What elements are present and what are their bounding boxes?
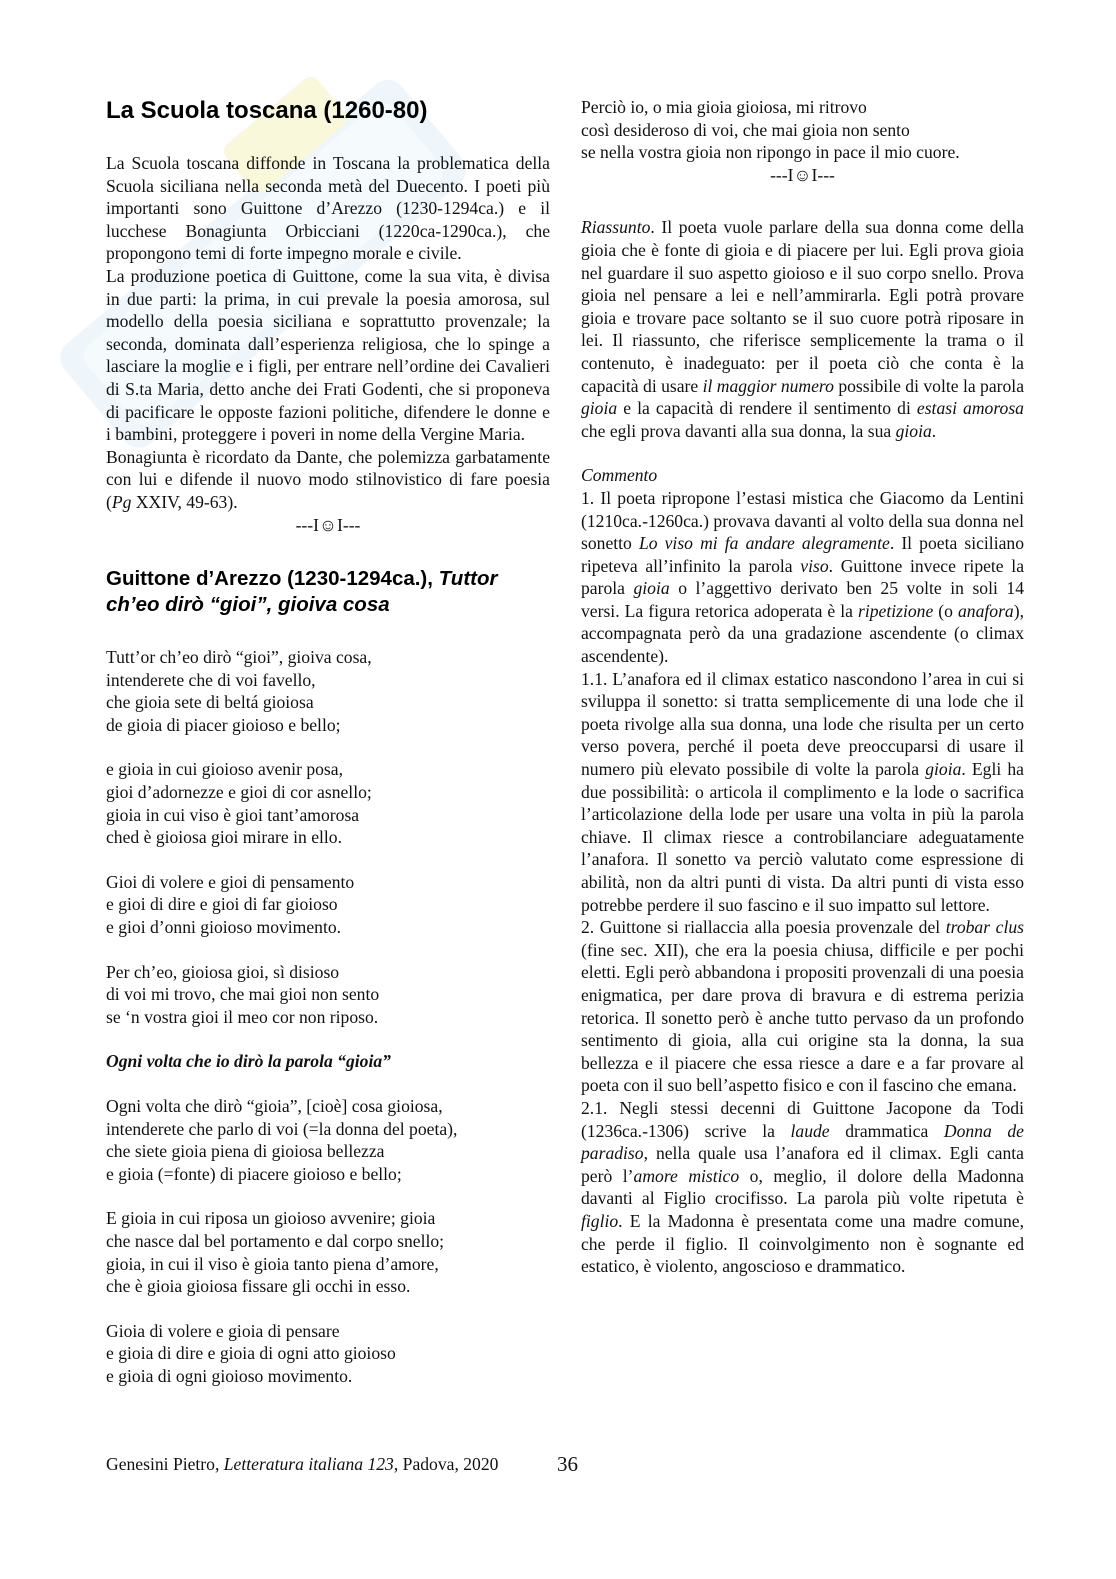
poem-stanza-2 xyxy=(106,758,550,848)
intro-paragraph-2: La produzione poetica di Guittone, come la sua vita, è divisa in due parti: la prima, in cui prevale la poesia amorosa, sul modello della poesia siciliana e soprattutto provenzale; la seconda, dominata dall’esperienza religiosa, che lo spinge a lasciare la moglie e i figli, per entrare nell’ordine dei Cavalieri di S.ta Maria, detto anche dei Frati Godenti, che si proponeva di pacificare le opposte fazioni politiche, difendere le donne e i bambini, proteggere i poveri in nome della Vergine Maria. xyxy=(106,265,550,445)
commento-label: Commento xyxy=(581,465,658,486)
verse-line: intenderete che di voi favello, xyxy=(106,669,316,690)
verse-line: e gioia (=fonte) di piacere gioioso e bello; xyxy=(106,1163,402,1184)
separator: ---I☺I--- xyxy=(295,514,361,535)
verse-line: che siete gioia piena di gioiosa bellezza xyxy=(106,1141,385,1162)
intro-paragraph-1: La Scuola toscana diffonde in Toscana la problematica della Scuola siciliana nella seconda metà del Duecento. I poeti più importanti sono Guittone d’Arezzo (1230-1294ca.) e il lucchese Bonagiunta Orbicciani (1220ca-1290ca.), che propongono temi di forte impegno morale e civile. xyxy=(106,153,550,264)
poem-stanza-3 xyxy=(106,871,550,939)
verse-line: e gioi di dire e gioi di far gioioso xyxy=(106,894,338,915)
verse-line: che nasce dal bel portamento e dal corpo snello; xyxy=(106,1230,445,1251)
verse-line: se nella vostra gioia non ripongo in pace il mio cuore. xyxy=(581,142,960,163)
poem-heading: Guittone d’Arezzo (1230-1294ca.), Tuttor ch’eo dirò “gioi”, gioiva cosa xyxy=(106,567,498,617)
verse-line: di voi mi trovo, che mai gioi non sento xyxy=(106,984,380,1005)
verse-line: gioia, in cui il viso è gioia tanto piena d’amore, xyxy=(106,1253,439,1274)
verse-line: Gioi di volere e gioi di pensamento xyxy=(106,871,355,892)
verse-line: gioia in cui viso è gioi tant’amorosa xyxy=(106,804,360,825)
verse-line: Perciò io, o mia gioia gioiosa, mi ritrovo xyxy=(581,97,867,117)
verse-line: intenderete che parlo di voi (=la donna del poeta), xyxy=(106,1118,458,1139)
verse-line: se ‘n vostra gioi il meo cor non riposo. xyxy=(106,1006,379,1027)
separator: ---I☺I--- xyxy=(770,164,835,185)
translation-caption: Ogni volta che io dirò la parola “gioia” xyxy=(106,1051,391,1072)
verse-line: così desideroso di voi, che mai gioia non sento xyxy=(581,119,910,140)
right-column xyxy=(581,96,1024,1278)
commento-paragraph-4: 2.1. Negli stessi decenni di Guittone Jacopone da Todi (1236ca.-1306) scrive la laude drammatica Donna de paradiso, nella quale usa l’anafora ed il climax. Egli canta però l’amore mistico o, meglio, il dolore della Madonna davanti al Figlio crocifisso. La parola più volte ripetuta è figlio. E la Madonna è presentata come una madre comune, che perde il figlio. Il coinvolgimento non è sognante ed estatico, è violento, angoscioso e drammatico. xyxy=(581,1097,1024,1277)
poem-stanza-1 xyxy=(106,646,550,736)
verse-line: e gioi d’onni gioioso movimento. xyxy=(106,917,342,938)
summary-paragraph: Riassunto. Il poeta vuole parlare della sua donna come della gioia che è fonte di gioia e di piacere per lui. Egli prova gioia nel guardare il suo aspetto gioioso e il suo corpo snello. Prova gioia nel pensare a lei e nell’ammirarla. Egli potrà provare gioia e trovare pace soltanto se il suo cuore potrà riposare in lei. Il riassunto, che riferisce semplicemente la trama o il contenuto, è inadeguato: per il poeta ciò che conta è la capacità di usare il maggior numero possibile di volte la parola gioia e la capacità di rendere il sentimento di estasi amorosa che egli prova davanti alla sua donna, la sua gioia. xyxy=(581,217,1025,441)
verse-line: che è gioia gioiosa fissare gli occhi in esso. xyxy=(106,1276,411,1297)
translation-stanza-3 xyxy=(106,1320,550,1388)
verse-line: e gioia di dire e gioia di ogni atto gioioso xyxy=(106,1343,396,1364)
commento-paragraph-1: 1. Il poeta ripropone l’estasi mistica che Giacomo da Lentini (1210ca.-1260ca.) provava davanti al volto della sua donna nel sonetto Lo viso mi fa andare alegramente. Il poeta siciliano ripeteva all’infinito la parola viso. Guittone invece ripete la parola gioia o l’aggettivo derivato ben 25 volte in soli 14 versi. La figura retorica adoperata è la ripetizione (o anafora), accompagnata però da una gradazione ascendente (o climax ascendente). xyxy=(581,487,1024,667)
poem-stanza-4 xyxy=(106,961,550,1029)
translation-stanza-4 xyxy=(581,96,1024,164)
verse-line: Ogni volta che dirò “gioia”, [cioè] cosa gioiosa, xyxy=(106,1096,443,1116)
verse-line: de gioia di piacer gioioso e bello; xyxy=(106,714,341,735)
verse-line: Per ch’eo, gioiosa gioi, sì disioso xyxy=(106,961,340,982)
verse-line: Tutt’or ch’eo dirò “gioi”, gioiva cosa, xyxy=(106,647,372,668)
verse-line: ched è gioiosa gioi mirare in ello. xyxy=(106,827,342,848)
verse-line: e gioia di ogni gioioso movimento. xyxy=(106,1365,353,1386)
page-footer: Genesini Pietro, Letteratura italiana 123, Padova, 2020 xyxy=(106,1454,499,1474)
section-title: La Scuola toscana (1260-80) xyxy=(106,97,428,124)
verse-line: gioi d’adornezze e gioi di cor asnello; xyxy=(106,782,372,803)
verse-line: e gioia in cui gioioso avenir posa, xyxy=(106,759,343,780)
translation-stanza-2 xyxy=(106,1207,550,1297)
commento-paragraph-3: 2. Guittone si riallaccia alla poesia provenzale del trobar clus (fine sec. XII), che era la poesia chiusa, difficile e per pochi eletti. Egli però abbandona i propositi provenzali di una poesia enigmatica, per dare prova di bravura e di estrema perizia retorica. Il sonetto però è anche tutto pervaso da un profondo sentimento di gioia, alla cui origine sta la donna, la sua bellezza e il piacere che essa riesce a dare e a far provare al poeta con il suo bell’aspetto fisico e con il fascino che emana. xyxy=(581,917,1024,1096)
verse-line: Gioia di volere e gioia di pensare xyxy=(106,1320,340,1341)
commento-paragraph-2: 1.1. L’anafora ed il climax estatico nascondono l’area in cui si sviluppa il sonetto: si tratta semplicemente di una lode che il poeta rivolge alla sua donna, una lode che risulta per un certo verso povera, perché il poeta deve preoccuparsi di usare il numero più elevato possibile di volte la parola gioia. Egli ha due possibilità: o articola il complimento e la lode o sacrifica l’articolazione della lode per usare una volta in più la parola chiave. Il climax riesce a controbilanciare adeguatamente l’anafora. Il sonetto va perciò valutato come espressione di abilità, non da altri punti di vista. Da altri punti di vista esso potrebbe perdere il suo fascino e il suo impatto sul lettore. xyxy=(581,668,1024,915)
page-number: 36 xyxy=(557,1452,578,1476)
intro-paragraph-3: Bonagiunta è ricordato da Dante, che polemizza garbatamente con lui e difende il nuovo modo stilnovistico di fare poesia (Pg XXIV, 49-63). xyxy=(106,446,550,512)
translation-stanza-1 xyxy=(106,1095,550,1185)
left-column xyxy=(106,96,550,1410)
verse-line: che gioia sete di beltá gioiosa xyxy=(106,692,314,713)
verse-line: E gioia in cui riposa un gioioso avvenire; gioia xyxy=(106,1208,436,1229)
